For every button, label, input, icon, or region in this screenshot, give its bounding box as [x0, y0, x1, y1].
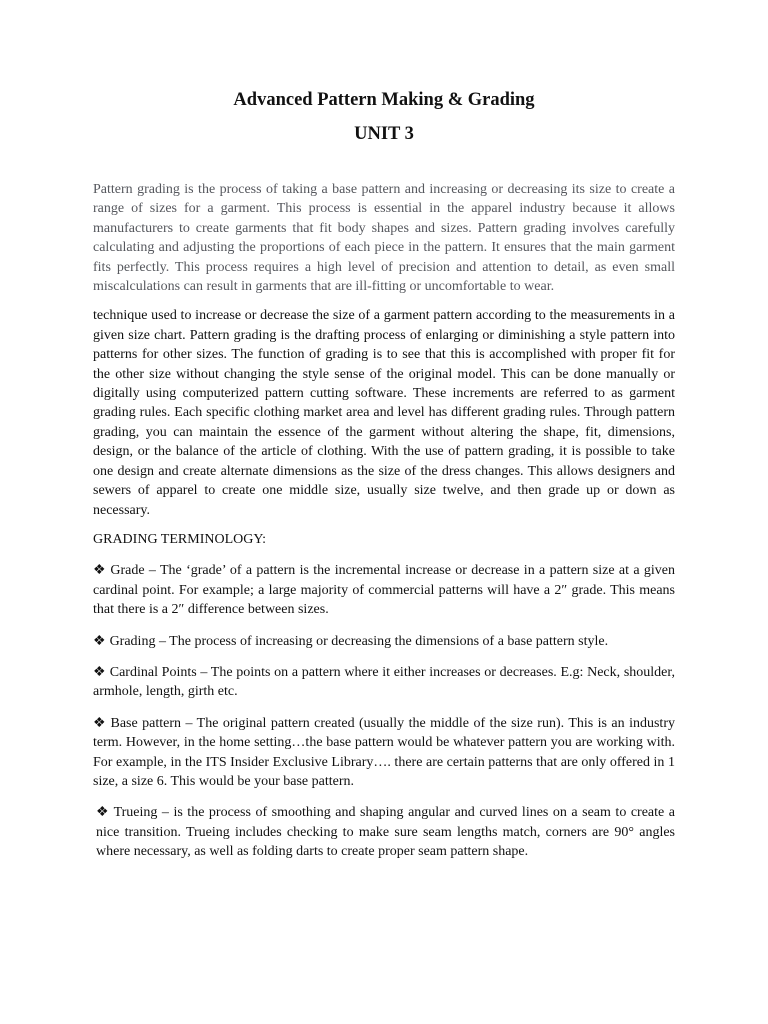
- diamond-bullet-icon: ❖: [93, 633, 106, 649]
- document-page: [93, 88, 675, 862]
- term-text: Grade – The ‘grade’ of a pattern is the incremental increase or decrease in a pattern size at a given cardinal point. For example; a large majority of commercial patterns will have a 2″ grade. This means that there is a 2″ difference between sizes.: [93, 563, 675, 618]
- intro-paragraph: Pattern grading is the process of taking a base pattern and increasing or decreasing its size to create a range of sizes for a garment. This process is essential in the apparel industry because it allows manufacturers to create garments that fit body shapes and sizes. Pattern grading involves carefully calculating and adjusting the proportions of each piece in the pattern. It ensures that the main garment fits perfectly. This process requires a high level of precision and attention to detail, as even small miscalculations can result in garments that are ill-fitting or uncomfortable to wear.: [93, 182, 675, 295]
- term-grade: [93, 561, 675, 619]
- unit-heading: UNIT 3: [354, 124, 414, 144]
- term-cardinal-points: [93, 663, 675, 702]
- term-text: Base pattern – The original pattern created (usually the middle of the size run). This is an industry term. However, in the home setting…the base pattern would be whatever pattern you are working with. For example, in the ITS Insider Exclusive Library…. there are certain patterns that are only offered in 1 size, a size 6. This would be your base pattern.: [93, 715, 675, 789]
- terminology-heading: GRADING TERMINOLOGY:: [93, 531, 267, 547]
- term-grading: [93, 632, 675, 651]
- term-text: Grading – The process of increasing or decreasing the dimensions of a base pattern style.: [109, 633, 609, 649]
- term-text: Trueing – is the process of smoothing and shaping angular and curved lines on a seam to create a nice transition. Trueing includes checking to make sure seam lengths match, corners are 90° angles where necessary, as well as folding darts to create proper seam pattern shape.: [96, 805, 675, 860]
- diamond-bullet-icon: ❖: [93, 563, 107, 579]
- term-trueing: [93, 803, 675, 861]
- term-text: Cardinal Points – The points on a pattern where it either increases or decreases. E.g: Neck, shoulder, armhole, length, girth etc.: [93, 664, 675, 700]
- document-title: Advanced Pattern Making & Grading: [233, 90, 535, 110]
- term-base-pattern: [93, 714, 675, 792]
- diamond-bullet-icon: ❖: [93, 664, 106, 680]
- diamond-bullet-icon: ❖: [93, 715, 107, 731]
- diamond-bullet-icon: ❖: [96, 805, 110, 821]
- body-paragraph: technique used to increase or decrease the size of a garment pattern according to the measurements in a given size chart. Pattern grading is the drafting process of enlarging or diminishing a style pattern into patterns for other sizes. The function of grading is to see that this is accomplished with proper fit for the other size without changing the style sense of the original model. This can be done manually or digitally using computerized pattern cutting software. These increments are referred to as garment grading rules. Each specific clothing market area and level has different grading rules. Through pattern grading, you can maintain the essence of the garment without altering the shape, fit, dimensions, design, or the balance of the article of clothing. With the use of pattern grading, it is possible to take one design and create alternate dimensions as the size of the dress changes. This allows designers and sewers of apparel to create one middle size, usually size twelve, and then grade up or down as necessary.: [93, 308, 675, 518]
